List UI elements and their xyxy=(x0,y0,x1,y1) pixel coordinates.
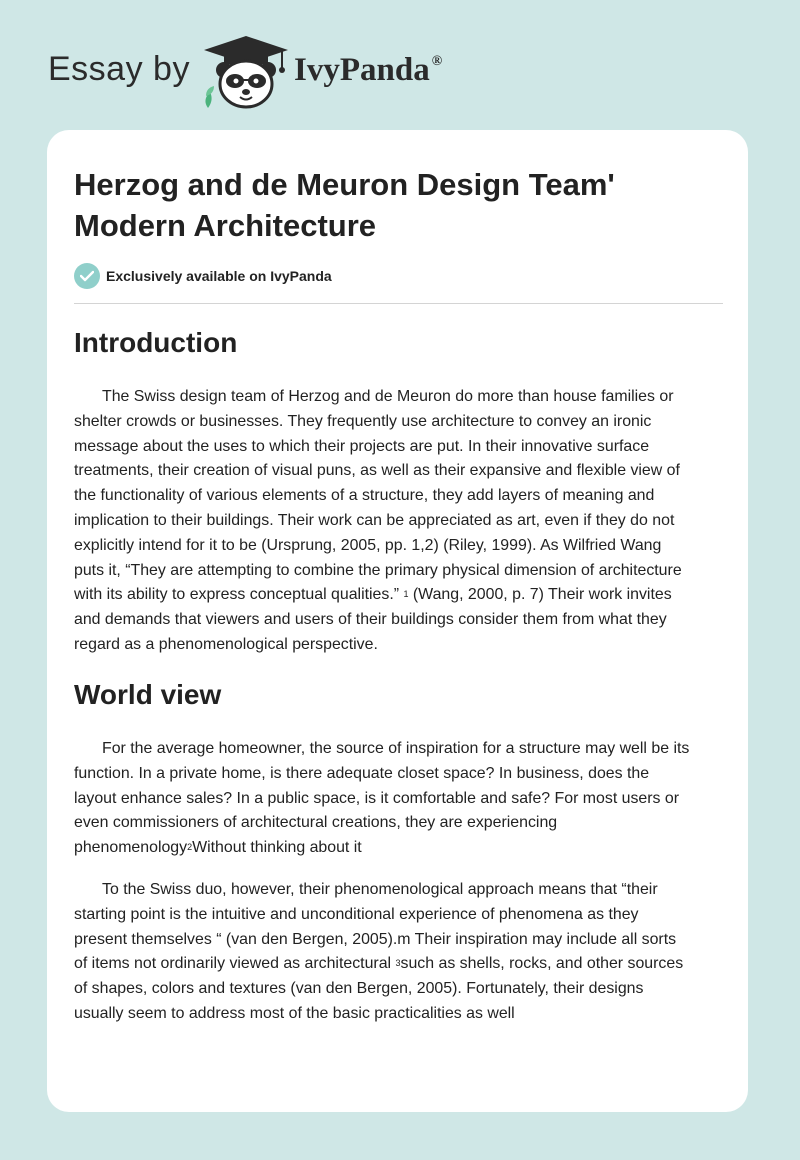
brand-prefix: Essay by xyxy=(48,50,190,88)
paragraph-introduction: The Swiss design team of Herzog and de Meuron do more than house families or shelter crowds or businesses. They frequently use architecture to convey an ironic message about the uses to which their projects are put. In their innovative surface treatments, their creation of visual puns, as well as their expansive and flexible view of the functionality of various elements of a structure, they add layers of meaning and implication to their buildings. Their work can be appreciated as art, even if they do not explicitly intend for it to be (Ursprung, 2005, pp. 1,2) (Riley, 1999). As Wilfried Wang puts it, “They are attempting to combine the primary physical dimension of architecture with its ability to express conceptual qualities.” $^1$ (Wang, 2000, p. 7) Their work invites and demands that viewers and users of their buildings consider them from what they regard as a phenomenological perspective. xyxy=(74,388,682,653)
section-heading-world-view: World view xyxy=(74,679,222,710)
footnote-marker[interactable]: 3 xyxy=(395,958,401,969)
site-header xyxy=(0,0,800,130)
badge-label: Exclusively available on IvyPanda xyxy=(106,268,332,284)
check-circle-icon xyxy=(74,263,100,289)
footnote-marker[interactable]: 2 xyxy=(187,842,193,853)
brand-name[interactable]: IvyPanda ® xyxy=(294,52,443,88)
panda-graduate-icon[interactable] xyxy=(200,34,292,110)
paragraph-world-view-2: To the Swiss duo, however, their phenomenological approach means that “their starting point is the intuitive and unconditional experience of phenomena as they present themselves “ (van den Bergen, 2005).m Their inspiration may include all sorts of items not ordinarily viewed as architectural $^3$such as shells, rocks, and other sources of shapes, colors and textures (van den Bergen, 2005). Fortunately, their designs usually seem to address most of the basic practicalities as well xyxy=(74,881,684,1022)
footnote-marker[interactable]: 1 xyxy=(403,589,409,600)
article-card xyxy=(47,130,748,1112)
divider xyxy=(74,303,723,304)
page-title: Herzog and de Meuron Design Team' Modern Architecture xyxy=(74,167,615,243)
exclusive-badge xyxy=(74,263,332,289)
paragraph-world-view-1: For the average homeowner, the source of inspiration for a structure may well be its function. In a private home, is there adequate closet space? In business, does the layout enhance sales? In a public space, is it comfortable and safe? For most users or even commissioners of architectural creations, they are experiencing phenomenology$^2$Without thinking about it xyxy=(74,740,690,857)
section-heading-introduction: Introduction xyxy=(74,327,238,358)
